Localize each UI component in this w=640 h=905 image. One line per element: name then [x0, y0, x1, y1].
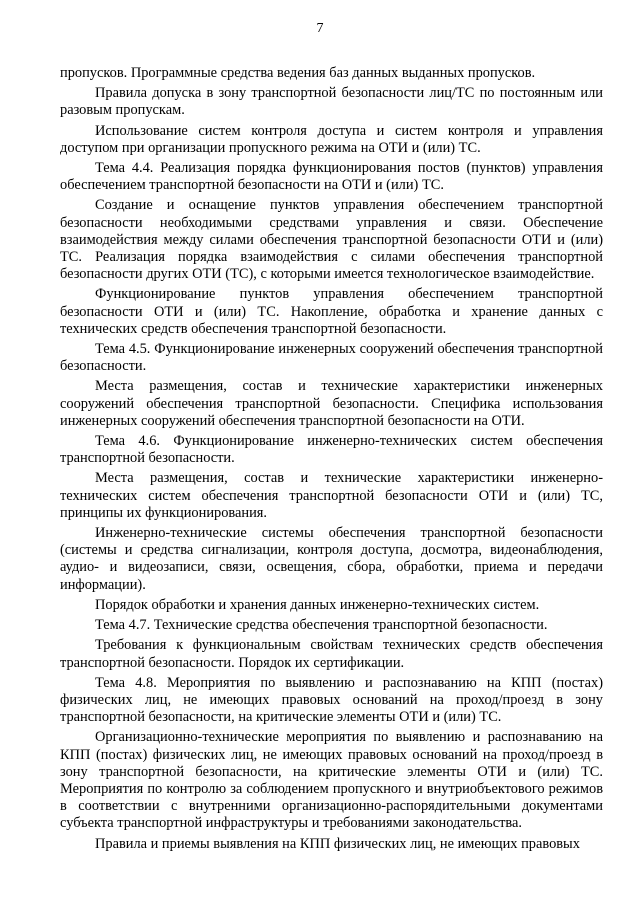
paragraph: Создание и оснащение пунктов управления обеспечением транспортной безопасности необходимыми средствами управления и связи. Обеспечение взаимодействия между силами обеспечения транспортной безопасности ОТИ и (или) ТС. Реализация порядка взаимодействия с силами обеспечения транспортной безопасности других ОТИ (ТС), с которыми имеется технологическое взаимодействие. [60, 197, 603, 283]
topic-heading: Тема 4.8. Мероприятия по выявлению и распознаванию на КПП (постах) физических лиц, не имеющих правовых оснований на проход/проезд в зону транспортной безопасности, на критические элементы ОТИ и (или) ТС. [60, 674, 603, 726]
paragraph: Места размещения, состав и технические характеристики инженерных сооружений обеспечения транспортной безопасности. Специфика использования инженерных сооружений обеспечения транспортной безопасности на ОТИ. [60, 378, 603, 429]
paragraph: Правила допуска в зону транспортной безопасности лиц/ТС по постоянным или разовым пропускам. [60, 85, 603, 119]
paragraph: Функционирование пунктов управления обеспечением транспортной безопасности ОТИ и (или) ТС. Накопление, обработка и хранение данных с технических средств обеспечения транспортной безопасности. [60, 286, 603, 337]
document-body [60, 65, 603, 856]
paragraph: Инженерно-технические системы обеспечения транспортной безопасности (системы и средства сигнализации, контроля доступа, досмотра, видеонаблюдения, аудио- и видеозаписи, связи, освещения, сбора, обработки, приема и передачи информации). [60, 525, 603, 593]
paragraph-cut: Правила и приемы выявления на КПП физических лиц, не имеющих правовых [95, 835, 580, 852]
topic-heading: Тема 4.4. Реализация порядка функционирования постов (пунктов) управления обеспечением транспортной безопасности на ОТИ и (или) ТС. [60, 160, 603, 194]
paragraph: Места размещения, состав и технические характеристики инженерно-технических систем обеспечения транспортной безопасности ОТИ и (или) ТС, принципы их функционирования. [60, 470, 603, 521]
paragraph: Требования к функциональным свойствам технических средств обеспечения транспортной безопасности. Порядок их сертификации. [60, 637, 603, 671]
topic-heading: Тема 4.7. Технические средства обеспечения транспортной безопасности. [95, 617, 548, 634]
topic-heading: Тема 4.6. Функционирование инженерно-технических систем обеспечения транспортной безопасности. [60, 433, 603, 467]
paragraph: Порядок обработки и хранения данных инженерно-технических систем. [95, 596, 540, 613]
paragraph: Организационно-технические мероприятия по выявлению и распознаванию на КПП (постах) физических лиц, не имеющих правовых оснований на проход/проезд в зону транспортной безопасности, на критические элементы ОТИ и (или) ТС. Мероприятия по контролю за соблюдением пропускного и внутриобъектового режимов в соответствии с внутренними организационно-распорядительными документами субъекта транспортной инфраструктуры и требованиями законодательства. [60, 729, 603, 832]
paragraph-continuation: пропусков. Программные средства ведения баз данных выданных пропусков. [60, 65, 536, 81]
page-number: 7 [316, 21, 324, 36]
topic-heading: Тема 4.5. Функционирование инженерных сооружений обеспечения транспортной безопасности. [60, 341, 603, 375]
paragraph: Использование систем контроля доступа и систем контроля и управления доступом при организации пропускного режима на ОТИ и (или) ТС. [60, 122, 603, 156]
